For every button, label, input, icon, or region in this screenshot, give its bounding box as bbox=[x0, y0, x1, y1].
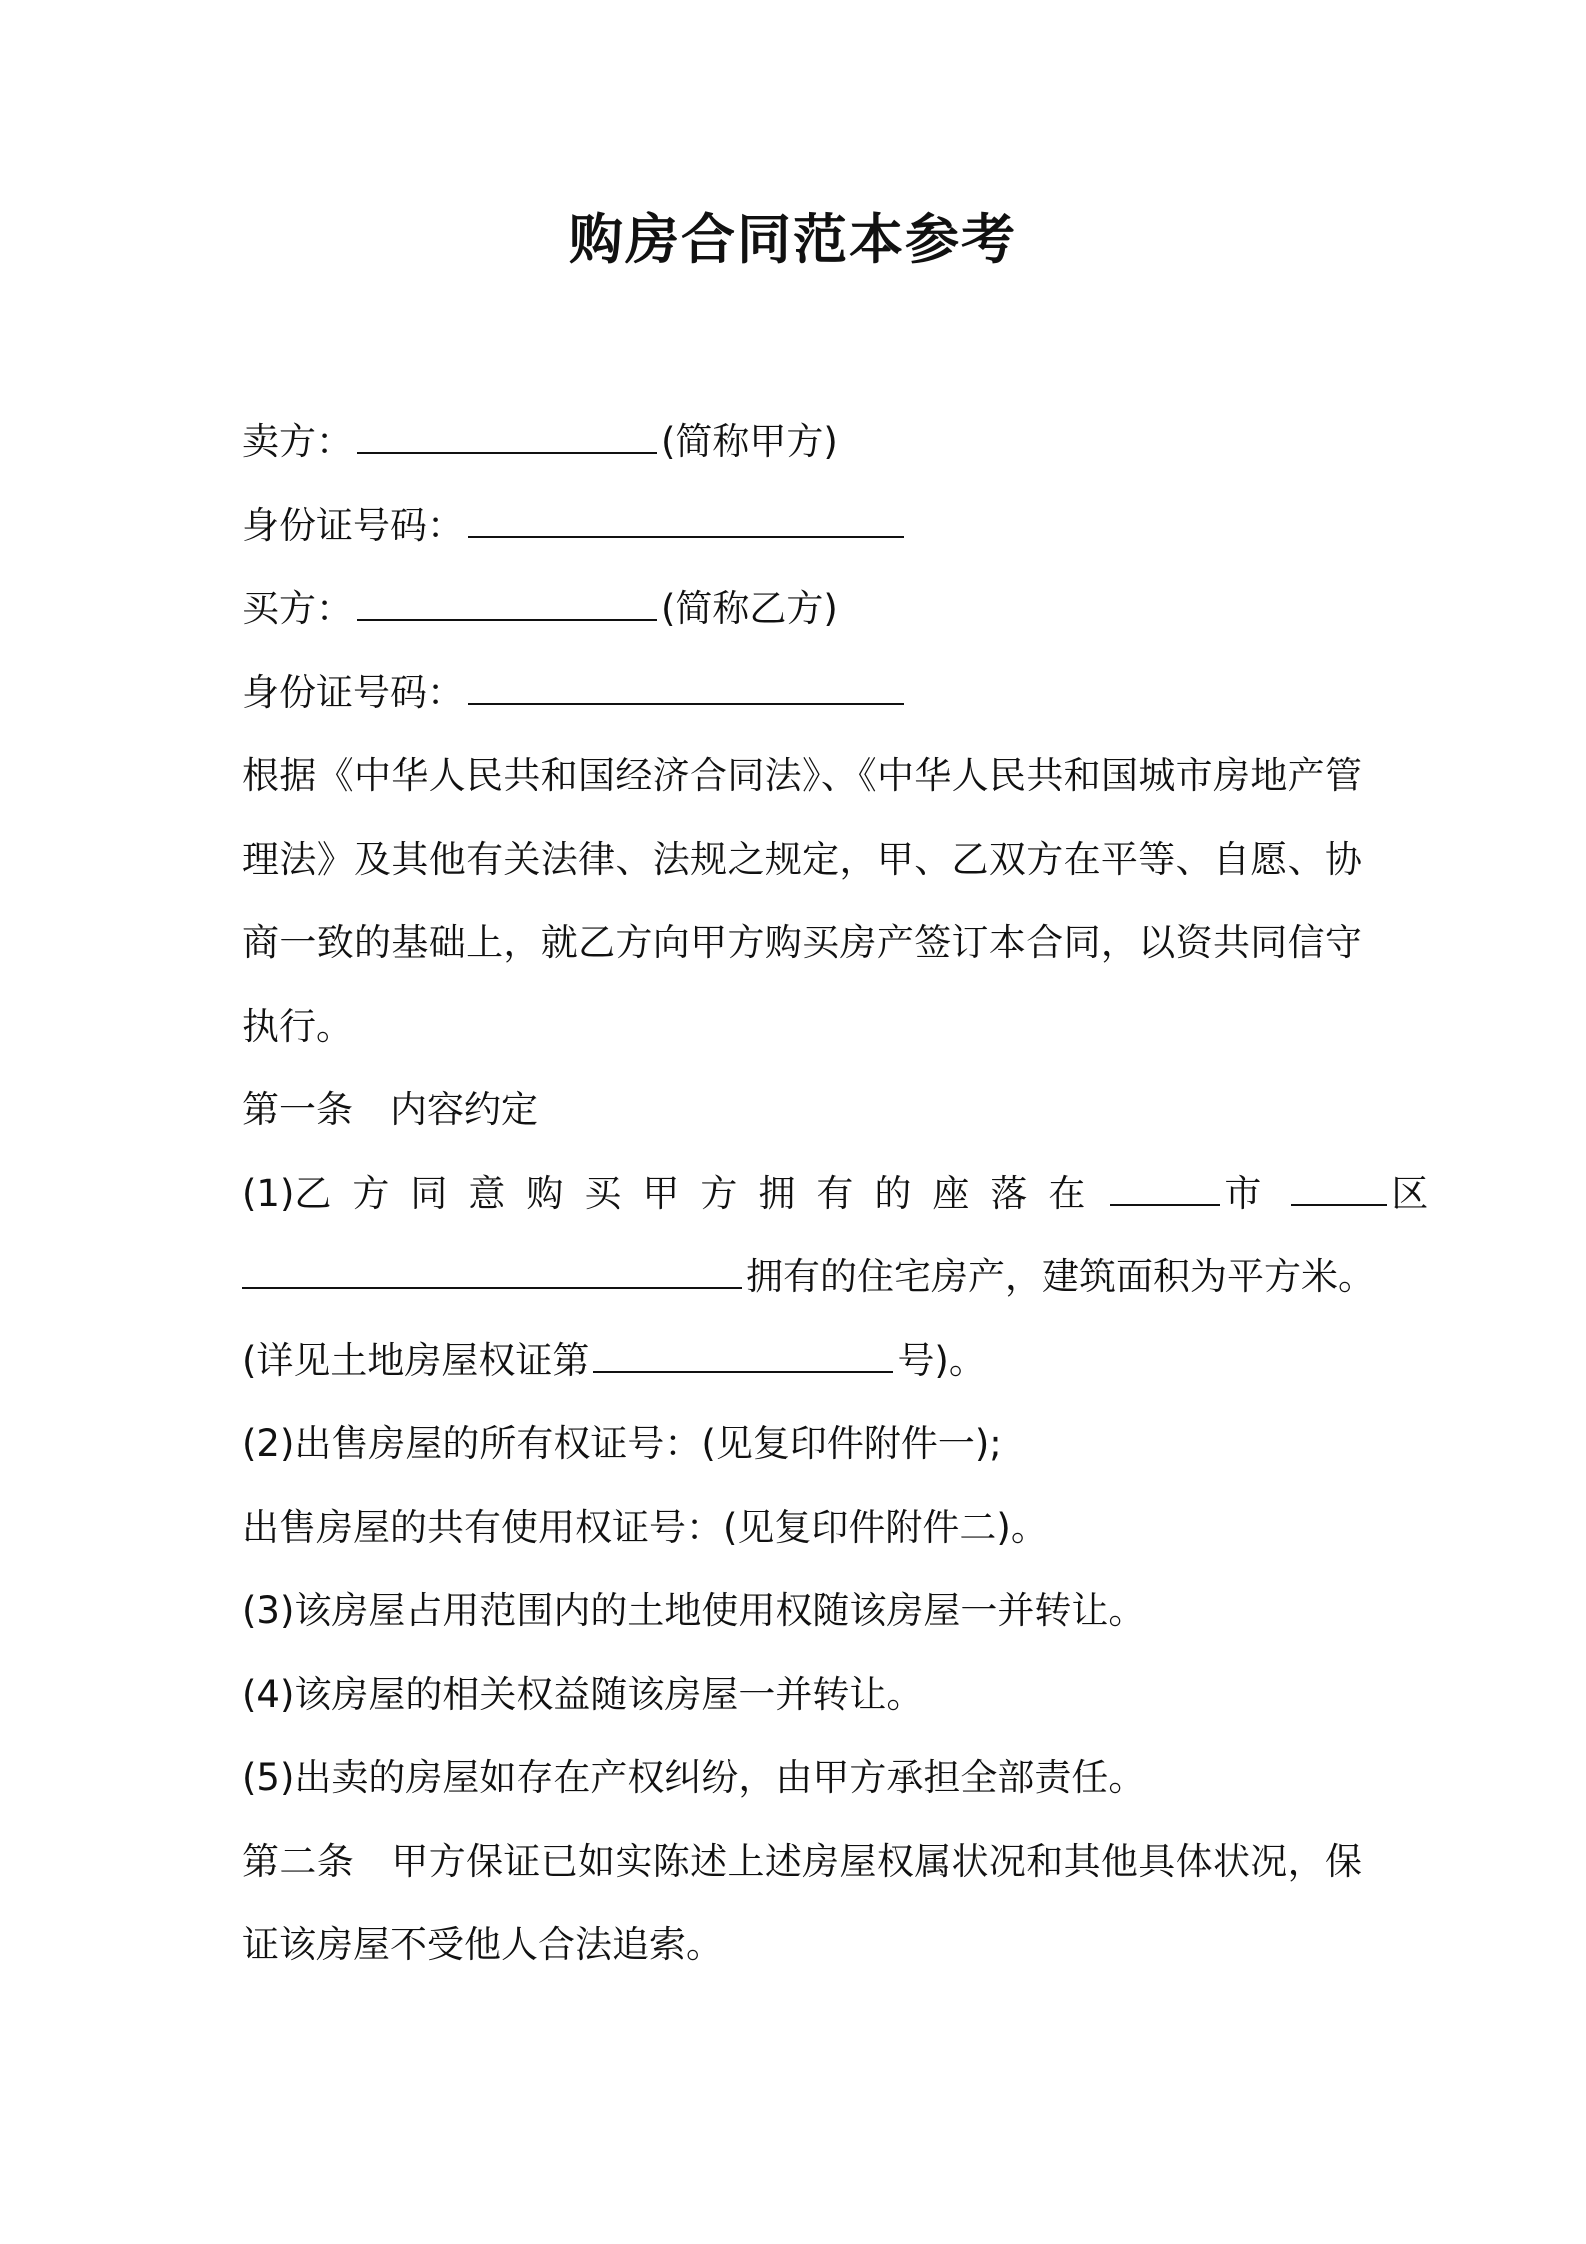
item1-text: 乙方同意购买甲方拥有的座落在 bbox=[294, 1171, 1107, 1215]
buyer-suffix: (简称乙方) bbox=[661, 587, 838, 630]
certificate-blank bbox=[593, 1341, 893, 1373]
article1-item1-line3 bbox=[242, 1319, 1362, 1403]
seller-label: 卖方： bbox=[242, 420, 353, 463]
address-blank bbox=[242, 1257, 742, 1289]
article1-heading: 第一条 内容约定 bbox=[242, 1088, 538, 1131]
item1-line3-prefix: (详见土地房屋权证第 bbox=[242, 1338, 590, 1382]
article1-item1 bbox=[242, 1152, 1429, 1236]
article1-item5: (5)出卖的房屋如存在产权纠纷，由甲方承担全部责任。 bbox=[242, 1756, 1146, 1799]
seller-id-line bbox=[242, 484, 1362, 568]
article1-item1-line2 bbox=[242, 1235, 1375, 1319]
article2-paragraph: 第二条 甲方保证已如实陈述上述房屋权属状况和其他具体状况，保证该房屋不受他人合法追索。 bbox=[242, 1839, 1362, 1966]
article1-item2: (2)出售房屋的所有权证号：(见复印件附件一); bbox=[242, 1422, 1002, 1465]
seller-name-blank bbox=[357, 422, 657, 454]
item1-line3-suffix: 号)。 bbox=[897, 1338, 986, 1382]
seller-id-blank bbox=[468, 506, 904, 538]
seller-suffix: (简称甲方) bbox=[661, 420, 838, 463]
district-blank bbox=[1291, 1174, 1387, 1206]
buyer-id-line bbox=[242, 651, 1362, 735]
item1-prefix: (1) bbox=[242, 1171, 295, 1215]
buyer-id-label: 身份证号码： bbox=[242, 670, 464, 714]
buyer-label: 买方： bbox=[242, 587, 353, 630]
seller-id-label: 身份证号码： bbox=[242, 503, 464, 547]
intro-paragraph: 根据《中华人民共和国经济合同法》、《中华人民共和国城市房地产管理法》及其他有关法律、法规之规定，甲、乙双方在平等、自愿、协商一致的基础上，就乙方向甲方购买房产签订本合同，以资共同信守执行。 bbox=[242, 754, 1362, 1048]
seller-line bbox=[242, 400, 1362, 484]
article1-item3: (3)该房屋占用范围内的土地使用权随该房屋一并转让。 bbox=[242, 1589, 1146, 1632]
buyer-line bbox=[242, 567, 1362, 651]
city-blank bbox=[1110, 1174, 1220, 1206]
item1-district: 区 bbox=[1391, 1171, 1429, 1215]
contract-body bbox=[242, 400, 1429, 1987]
article1-item4: (4)该房屋的相关权益随该房屋一并转让。 bbox=[242, 1672, 924, 1716]
item1-city: 市 bbox=[1224, 1171, 1262, 1215]
buyer-name-blank bbox=[357, 589, 657, 621]
article1-item2b: 出售房屋的共有使用权证号：(见复印件附件二)。 bbox=[242, 1505, 1048, 1549]
item1-line2: 拥有的住宅房产，建筑面积为平方米。 bbox=[746, 1255, 1375, 1298]
page-title: 购房合同范本参考 bbox=[569, 208, 1017, 271]
buyer-id-blank bbox=[468, 673, 904, 705]
